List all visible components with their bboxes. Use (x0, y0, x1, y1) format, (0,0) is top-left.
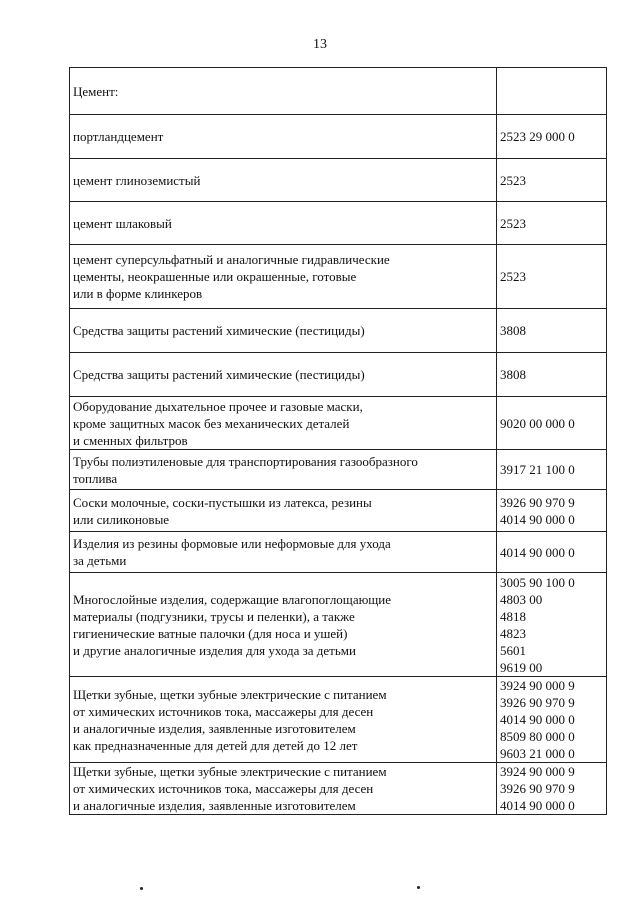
row-code: 4014 90 000 0 (497, 532, 607, 573)
row-description: Оборудование дыхательное прочее и газовые маски, кроме защитных масок без механических деталей и сменных фильтров (70, 397, 497, 450)
product-code-table (69, 67, 607, 815)
row-code: 3808 (497, 353, 607, 397)
row-description: цемент шлаковый (70, 202, 497, 245)
page-number: 13 (313, 37, 327, 52)
table-row (70, 573, 607, 677)
table-row (70, 202, 607, 245)
table-row (70, 677, 607, 763)
table-row (70, 763, 607, 815)
row-description: Щетки зубные, щетки зубные электрические с питанием от химических источников тока, массажеры для десен и аналогичные изделия, заявленные изготовителем как предназначенные для детей для детей до 12 лет (70, 677, 497, 763)
scan-speck (140, 887, 143, 890)
row-code: 3926 90 970 9 4014 90 000 0 (497, 490, 607, 532)
row-description: Многослойные изделия, содержащие влагопоглощающие материалы (подгузники, трусы и пеленки), а также гигиенические ватные палочки (для носа и ушей) и другие аналогичные изделия для ухода за детьми (70, 573, 497, 677)
row-description: Трубы полиэтиленовые для транспортирования газообразного топлива (70, 450, 497, 490)
row-code: 2523 29 000 0 (497, 115, 607, 159)
row-code: 3005 90 100 0 4803 00 4818 4823 5601 9619 00 (497, 573, 607, 677)
row-description: цемент глиноземистый (70, 159, 497, 202)
table-row (70, 159, 607, 202)
row-description: Щетки зубные, щетки зубные электрические с питанием от химических источников тока, массажеры для десен и аналогичные изделия, заявленные изготовителем (70, 763, 497, 815)
row-code: 2523 (497, 159, 607, 202)
table-row (70, 397, 607, 450)
row-code: 3808 (497, 309, 607, 353)
row-code (497, 68, 607, 115)
row-description: Изделия из резины формовые или неформовые для ухода за детьми (70, 532, 497, 573)
row-description: Средства защиты растений химические (пестициды) (70, 309, 497, 353)
row-code: 2523 (497, 245, 607, 309)
row-code: 2523 (497, 202, 607, 245)
table-row (70, 490, 607, 532)
row-code: 9020 00 000 0 (497, 397, 607, 450)
table-row (70, 309, 607, 353)
table-row (70, 245, 607, 309)
table-row (70, 353, 607, 397)
table-row (70, 532, 607, 573)
table-row (70, 68, 607, 115)
row-code: 3917 21 100 0 (497, 450, 607, 490)
row-description: цемент суперсульфатный и аналогичные гидравлические цементы, неокрашенные или окрашенные, готовые или в форме клинкеров (70, 245, 497, 309)
scan-speck (417, 886, 420, 889)
row-code: 3924 90 000 9 3926 90 970 9 4014 90 000 0 8509 80 000 0 9603 21 000 0 (497, 677, 607, 763)
row-description: Цемент: (70, 68, 497, 115)
row-description: портландцемент (70, 115, 497, 159)
table-row (70, 115, 607, 159)
row-code: 3924 90 000 9 3926 90 970 9 4014 90 000 0 (497, 763, 607, 815)
row-description: Средства защиты растений химические (пестициды) (70, 353, 497, 397)
row-description: Соски молочные, соски-пустышки из латекса, резины или силиконовые (70, 490, 497, 532)
table-row (70, 450, 607, 490)
